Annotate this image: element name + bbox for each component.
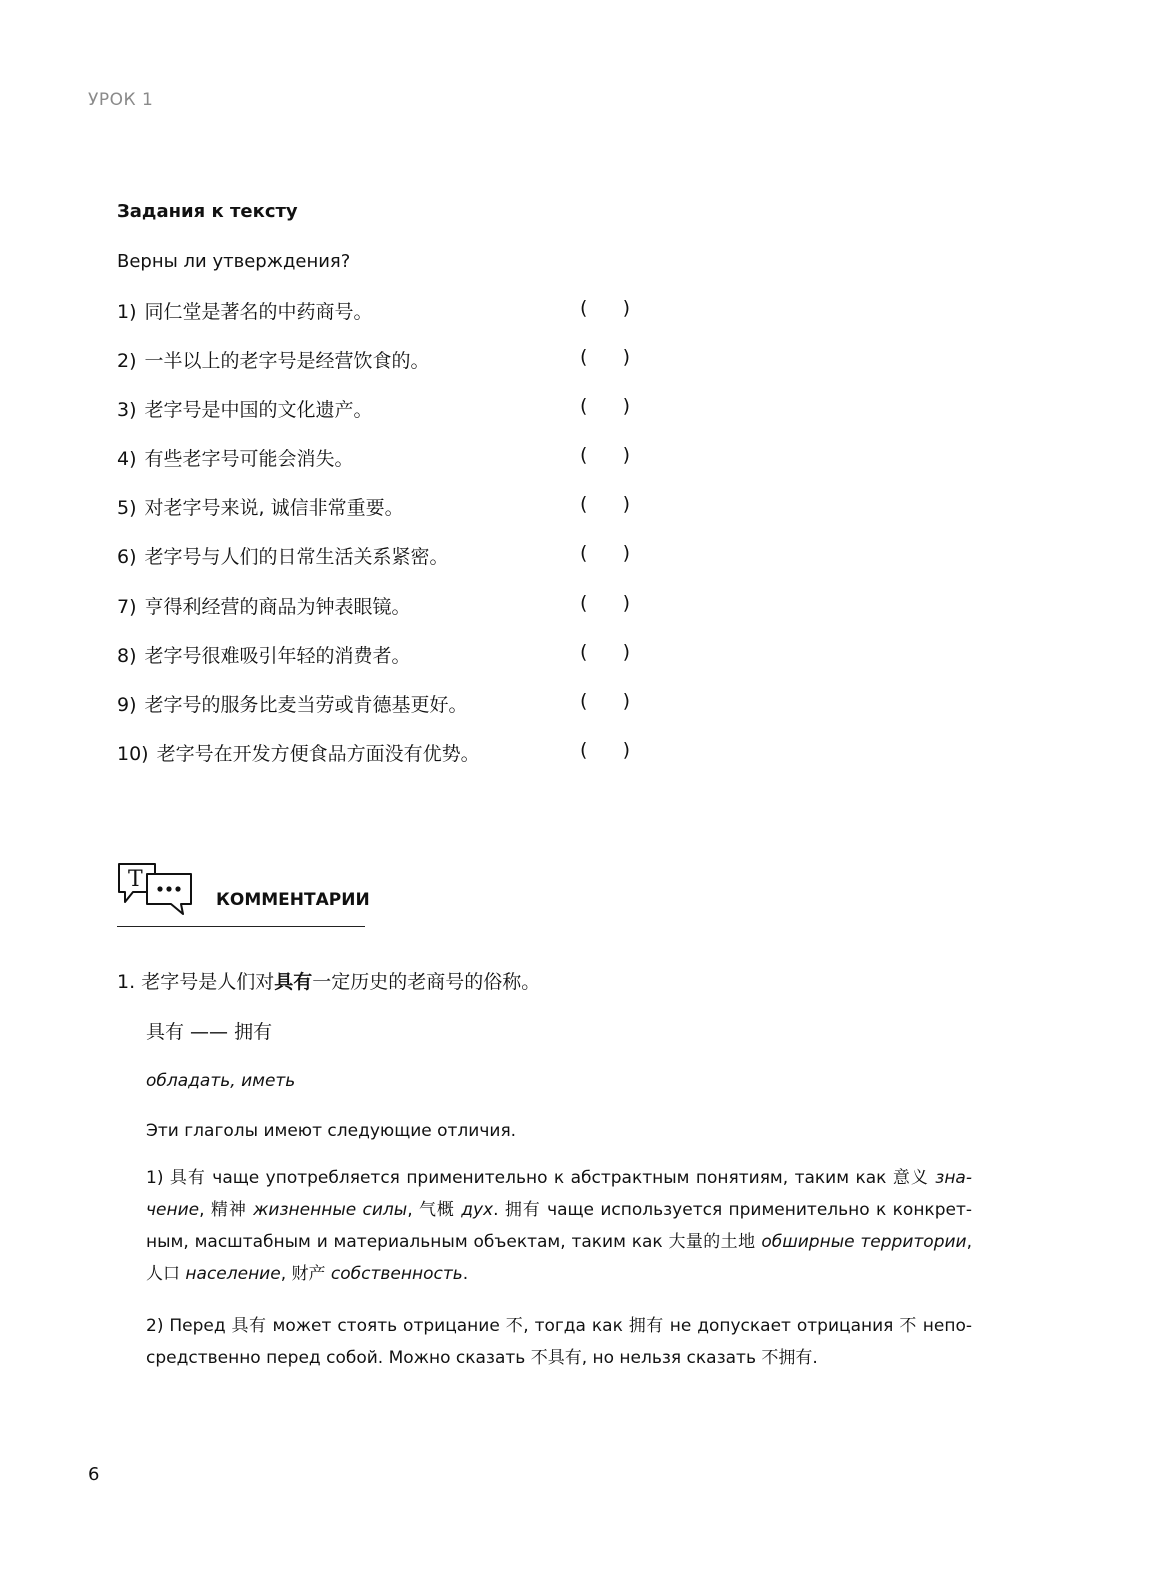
statement-3 [117,395,637,425]
statement-number: 1) [117,301,137,323]
section-title: Задания к тексту [117,201,298,222]
difference-paragraph-2: 2) Перед 具有 может стоять отрицание 不, тогда как 拥有 не допускает отрицания 不 непосредственно перед собой. Можно сказать 不具有, но нельзя сказать 不拥有. [146,1316,972,1368]
statement-number: 8) [117,645,137,667]
instruction: Верны ли утверждения? [117,251,351,272]
statement-number: 10) [117,743,149,765]
statement-5 [117,493,637,523]
running-header: УРОК 1 [88,90,154,110]
statement-8 [117,641,637,671]
statement-number: 6) [117,546,137,568]
answer-blank[interactable]: ( ) [580,641,630,663]
comment-1-sentence: 1. 老字号是人们对具有一定历史的老商号的俗称。 [117,971,541,993]
statement-4 [117,444,637,474]
statement-text: 一半以上的老字号是经营饮食的。 [144,350,430,372]
comments-title: КОММЕНТАРИИ [216,890,370,910]
comments-header [117,860,370,927]
statement-number: 7) [117,596,137,618]
answer-blank[interactable]: ( ) [580,346,630,368]
statement-7 [117,592,637,622]
answer-blank[interactable]: ( ) [580,592,630,614]
comments-icon [117,862,195,918]
statement-number: 2) [117,350,137,372]
difference-paragraph-1: 1) 具有 чаще употребляется применительно к абстрактным понятиям, таким как 意义 значение, 精神 жизненные силы, 气概 дух. 拥有 чаще используется применительно к конкретным, масштабным и материальным объектам, таким как 大量的土地 обширные территории, 人口 население, 财产 собственность. [146,1168,972,1284]
answer-blank[interactable]: ( ) [580,395,630,417]
answer-blank[interactable]: ( ) [580,739,630,761]
answer-blank[interactable]: ( ) [580,297,630,319]
statement-number: 9) [117,694,137,716]
translation: обладать, иметь [146,1071,296,1091]
statement-text: 亨得利经营的商品为钟表眼镜。 [144,596,411,618]
differences-intro: Эти глаголы имеют следующие отличия. [146,1121,517,1141]
svg-text:T: T [128,867,143,892]
statement-number: 4) [117,448,137,470]
statement-text: 老字号在开发方便食品方面没有优势。 [156,743,480,765]
answer-blank[interactable]: ( ) [580,542,630,564]
answer-blank[interactable]: ( ) [580,690,630,712]
word-pair: 具有 —— 拥有 [146,1021,273,1043]
statement-number: 3) [117,399,137,421]
statement-number: 5) [117,497,137,519]
statement-9 [117,690,637,720]
statement-6 [117,542,637,572]
statement-1 [117,297,637,327]
statement-text: 同仁堂是著名的中药商号。 [144,301,373,323]
highlighted-word: 具有 [274,971,313,993]
page-number: 6 [88,1464,100,1485]
statement-text: 老字号与人们的日常生活关系紧密。 [144,546,449,568]
statement-text: 老字号很难吸引年轻的消费者。 [144,645,411,667]
comment-number: 1. [117,971,136,993]
statement-text: 老字号是中国的文化遗产。 [144,399,373,421]
answer-blank[interactable]: ( ) [580,444,630,466]
statement-text: 对老字号来说, 诚信非常重要。 [144,497,404,519]
statement-10 [117,739,637,769]
statement-text: 老字号的服务比麦当劳或肯德基更好。 [144,694,468,716]
answer-blank[interactable]: ( ) [580,493,630,515]
statement-2 [117,346,637,376]
statement-text: 有些老字号可能会消失。 [144,448,354,470]
